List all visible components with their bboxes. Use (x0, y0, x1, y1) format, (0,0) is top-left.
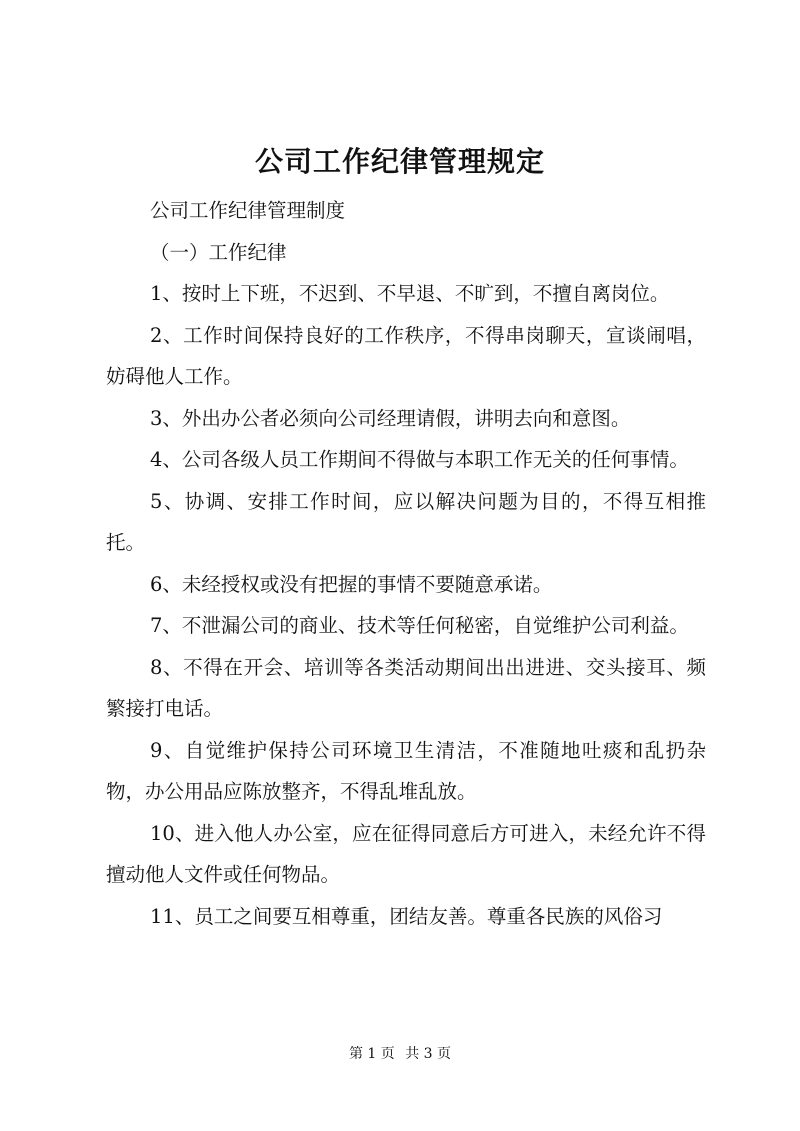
rule-item-4: 4、公司各级人员工作期间不得做与本职工作无关的任何事情。 (150, 448, 689, 471)
page-number: 第 1 页 (348, 1046, 395, 1062)
rule-item-2: 2、工作时间保持良好的工作秩序，不得串岗聊天，宣谈闹唱，妨碍他人工作。 (106, 323, 706, 388)
rule-item-7: 7、不泄漏公司的商业、技术等任何秘密，自觉维护公司利益。 (150, 614, 689, 637)
rule-item-11: 11、员工之间要互相尊重，团结友善。尊重各民族的风俗习 (150, 904, 663, 928)
page-footer (0, 1044, 800, 1064)
rule-item-10: 10、进入他人办公室，应在征得同意后方可进入，未经允许不得擅动他人文件或任何物品。 (106, 821, 706, 886)
rule-item-6: 6、未经授权或没有把握的事情不要随意承诺。 (150, 572, 553, 596)
document-title: 公司工作纪律管理规定 (254, 145, 545, 178)
rule-item-5: 5、协调、安排工作时间，应以解决问题为目的，不得互相推托。 (106, 489, 706, 554)
rule-item-3: 3、外出办公者必须向公司经理请假，讲明去向和意图。 (150, 406, 631, 430)
section-heading: （一）工作纪律 (150, 240, 287, 264)
subtitle-paragraph: 公司工作纪律管理制度 (150, 199, 346, 222)
document-body (106, 190, 706, 937)
rule-item-9: 9、自觉维护保持公司环境卫生清洁，不准随地吐痰和乱扔杂物，办公用品应陈放整齐，不得乱堆乱放。 (106, 738, 706, 803)
rule-item-1: 1、按时上下班，不迟到、不早退、不旷到，不擅自离岗位。 (150, 282, 670, 305)
rule-item-8: 8、不得在开会、培训等各类活动期间出出进进、交头接耳、频繁接打电话。 (106, 655, 706, 720)
page-total: 共 3 页 (405, 1046, 452, 1062)
